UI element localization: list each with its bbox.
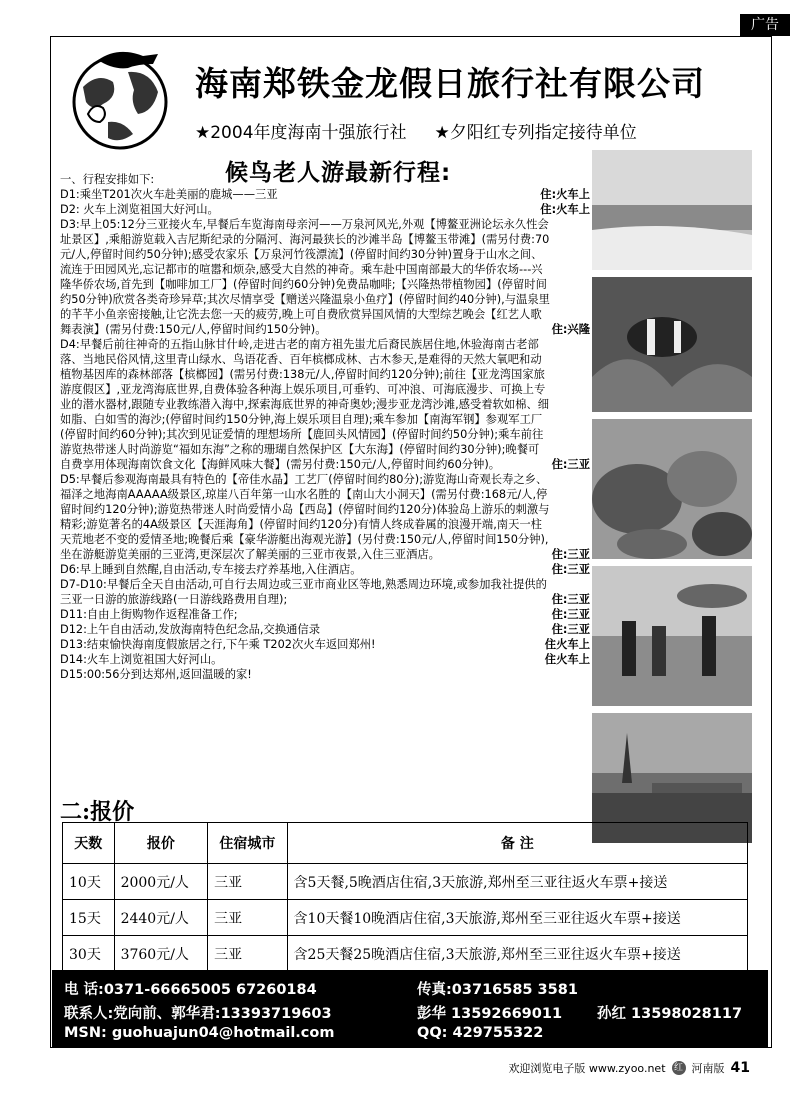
day-item [60,622,590,637]
contact-bar [52,970,768,1048]
day-stay: 住:兴隆 [551,323,590,336]
day-stay: 住:三亚 [551,563,590,576]
slogans [195,118,755,143]
itinerary-title: 候鸟老人游最新行程: [225,160,452,186]
cell-note: 含5天餐,5晚酒店住宿,3天旅游,郑州至三亚往返火车票+接送 [287,864,747,900]
contact-person-2: 彭华 13592669011 [417,1006,563,1022]
table-row [63,936,748,972]
photo-column [592,150,752,850]
table-header [63,823,748,864]
day-text: D14:火车上浏览祖国大好河山。 [60,653,223,666]
day-stay: 住:三亚 [551,548,590,561]
cell-city: 三亚 [208,936,287,972]
day-text: D13:结束愉快海南度假旅居之行,下午乘 T202次火车返回郑州! [60,638,376,651]
clownfish-photo [592,277,752,415]
section-heading: 一、行程安排如下: [60,173,155,186]
page-number: 41 [730,1060,750,1076]
cell-days: 15天 [63,900,115,936]
day-text: D6:早上睡到自然醒,自由活动,专车接去疗养基地,入住酒店。 [60,563,362,576]
slogan-award: ★2004年度海南十强旅行社 [195,123,407,143]
ad-label: 广告 [740,14,790,36]
cell-note: 含10天餐10晚酒店住宿,3天旅游,郑州至三亚往返火车票+接送 [287,900,747,936]
col-note: 备 注 [287,823,747,864]
contact-fax: 传真:03716585 3581 [417,982,578,998]
contact-phone: 电 话:0371-66665005 67260184 [64,982,317,998]
cell-price: 3760元/人 [114,936,208,972]
footer-edition: 河南版 [691,1062,725,1075]
cell-city: 三亚 [208,864,287,900]
rocks-photo [592,419,752,562]
col-days: 天数 [63,823,115,864]
day-item [60,187,590,202]
day-text: D7-D10:早餐后全天自由活动,可自行去周边或三亚市商业区等地,熟悉周边环境,或参加我社提供的三亚一日游的旅游线路(一日游线路费用自理); [60,578,547,606]
day-text: D2: 火车上浏览祖国大好河山。 [60,203,219,216]
cell-price: 2440元/人 [114,900,208,936]
footer-welcome: 欢迎浏览电子版 www.zyoo.net [508,1062,666,1075]
col-price: 报价 [114,823,208,864]
day-text: D4:早餐后前往神奇的五指山脉甘什岭,走进古老的南方祖先蚩尤后裔民族居住地,休验海南古老部落、当地民俗风情,这里青山绿水、鸟语花香、百年槟榔成林、古木参天,是难得的天然大氧吧和动植物基因库的森林部落【槟榔园】(需另付费:138元/人,停留时间约120分钟);前往【亚龙湾国家旅游度假区】,亚龙湾海底世界,自费体验各种海上娱乐项目,可垂钓、可冲浪、可海底漫步、可换上专业的潜水器材,跟随专业教练潜入海中,探索海底世界的神奇奥妙;漫步亚龙湾沙滩,感受着软如棉、细如脂、白如雪的海沙;(停留时间约150分钟,海上娱乐项目自理);乘车参加【南海军钢】参观军工厂(停留时间约60分钟);其次到见证爱情的理想场所【鹿回头风情园】(停留时间约50分钟);乘车前往游览热带迷人时尚游览“福如东海”之称的珊瑚自然保护区【大东海】(停留时间约30分钟);晚餐可自费享用体现海南饮食文化【海鲜风味大餐】(需另付费:150元/人,停留时间约60分钟)。 [60,338,550,471]
day-text: D12:上午自由活动,发放海南特色纪念品,交换通信录 [60,623,321,636]
day-text: D11:自由上街购物作返程准备工作; [60,608,238,621]
table-row [63,900,748,936]
day-stay: 住:三亚 [551,608,590,621]
day-item [60,217,590,337]
slogan-train: ★夕阳红专列指定接待单位 [434,123,637,143]
contact-qq: QQ: 429755322 [417,1025,544,1041]
day-item [60,472,590,562]
day-item [60,652,590,667]
contact-people: 联系人:党向前、郭华君:13393719603 [64,1006,332,1022]
globe-logo-icon [58,42,183,152]
table-row [63,864,748,900]
col-city: 住宿城市 [208,823,287,864]
contact-msn: MSN: guohuajun04@hotmail.com [64,1025,335,1041]
itinerary [60,172,590,682]
cell-days: 30天 [63,936,115,972]
footer-badge-icon: 红 [672,1061,686,1075]
day-item [60,667,590,682]
day-stay: 住:三亚 [551,623,590,636]
villagers-photo [592,566,752,709]
day-stay: 住:火车上 [540,188,590,201]
beach-photo [592,150,752,273]
day-text: D1:乘坐T201次火车赴美丽的鹿城——三亚 [60,188,278,201]
day-text: D5:早餐后参观海南最具有特色的【帝佳水晶】工艺厂(停留时间约80分);游览海山奇观长寿之乡、福泽之地海南AAAAA级景区,琼崖八百年第一山水名胜的【南山大小洞天】(需另付费:168元/人,停留时间约120分钟);游览热带迷人时尚爱情小岛【西岛】(停留时间约120分)体验岛上游乐的刺激与精彩;游览著名的4A级景区【天涯海角】(停留时间约120分)有情人终成眷属的浪漫开端,南天一柱天荒地老不变的爱情圣地;晚餐后乘【豪华游艇出海观光游】(另付费:150元/人,停留时间150分钟),坐在游艇游览美丽的三亚湾,更深层次了解美丽的三亚市夜景,入住三亚酒店。 [60,473,550,561]
cell-price: 2000元/人 [114,864,208,900]
company-name: 海南郑铁金龙假日旅行社有限公司 [195,64,705,103]
day-item [60,202,590,217]
day-stay: 住:三亚 [551,458,590,471]
day-item [60,562,590,577]
day-text: D3:早上05:12分三亚接火车,早餐后车览海南母亲河——万泉河风光,外观【博鳌亚洲论坛永久性会址景区】,乘船游览载入吉尼斯纪录的分隔河、海河最狭长的沙滩半岛【博鳌玉带滩】(需另付费:70元/人,停留时间约50分钟);感受农家乐【万泉河竹筏漂流】(停留时间约30分钟)置身于山水之间、流连于田园风光,忘记都市的喧嚣和烦杂,感受大自然的神奇。乘车赴中国南部最大的华侨农场---兴隆华侨农场,首先到【咖啡加工厂】(停留时间约60分钟)免费品咖啡;【兴隆热带植物园】(停留时间约50分钟)欣赏各类奇珍异草;其次尽情享受【赠送兴隆温泉小鱼疗】(停留时间约40分钟),与温泉里的芊芊小鱼亲密接触,让它洗去您一天的疲劳,晚上可自费欣赏异国风情的大型综艺晚会【红艺人歌舞表演】(需另付费:150元/人,停留时间约150分钟)。 [60,218,550,336]
day-stay: 住:火车上 [540,203,590,216]
day-stay: 住火车上 [544,653,590,666]
page-footer [508,1060,750,1076]
day-stay: 住火车上 [544,638,590,651]
cell-city: 三亚 [208,900,287,936]
cell-note: 含25天餐25晚酒店住宿,3天旅游,郑州至三亚往返火车票+接送 [287,936,747,972]
day-item [60,337,590,472]
price-title: 二:报价 [60,799,135,825]
cell-days: 10天 [63,864,115,900]
day-item [60,577,590,607]
day-item [60,607,590,622]
day-item [60,637,590,652]
day-text: D15:00:56分到达郑州,返回温暖的家! [60,668,252,681]
price-table [62,822,748,972]
contact-person-3: 孙红 13598028117 [597,1006,743,1022]
day-stay: 住:三亚 [551,593,590,606]
